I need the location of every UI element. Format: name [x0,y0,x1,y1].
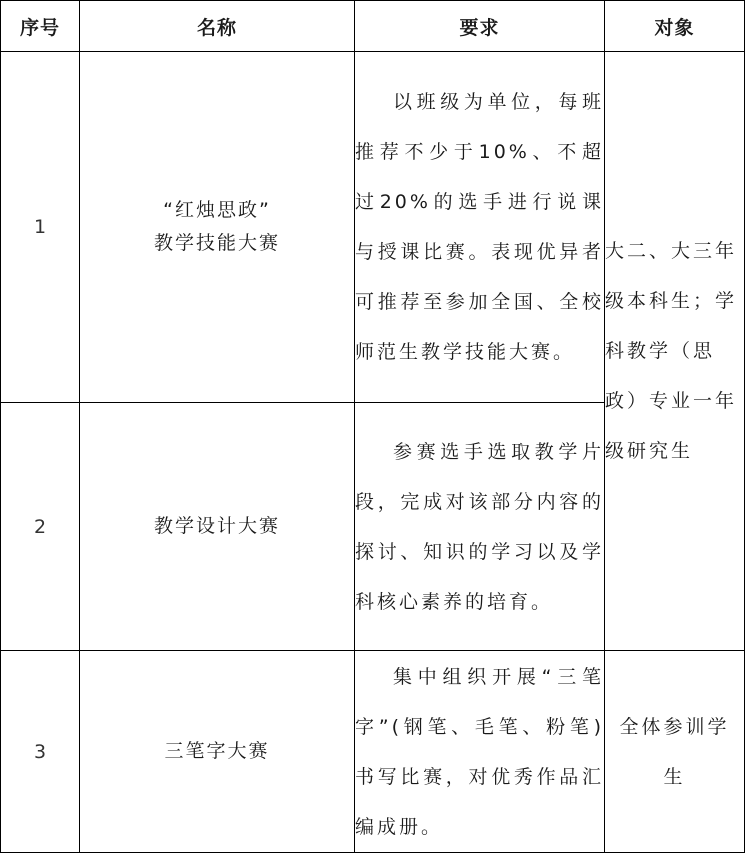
competition-name [80,52,355,403]
competition-name: 三笔字大赛 [80,651,355,853]
competition-name: 教学设计大赛 [80,403,355,651]
requirement-text: 以班级为单位，每班推荐不少于10%、不超过20%的选手进行说课与授课比赛。表现优异者可推荐至参加全国、全校师范生教学技能大赛。 [355,91,604,363]
competition-name-line: “红烛思政” [163,199,271,221]
header-requirement: 要求 [355,1,605,52]
competition-target: 大二、大三年级本科生；学科教学（思政）专业一年级研究生 [605,52,745,651]
requirement-text: 参赛选手选取教学片段，完成对该部分内容的探讨、知识的学习以及学科核心素养的培育。 [355,440,604,613]
row-number: 2 [1,403,80,651]
requirement-text: 集中组织开展“三笔字”(钢笔、毛笔、粉笔)书写比赛，对优秀作品汇编成册。 [355,665,604,838]
header-target: 对象 [605,1,745,52]
table-row [1,651,745,853]
row-number: 3 [1,651,80,853]
competition-requirement [355,52,605,403]
table-header-row [1,1,745,52]
header-serial-number: 序号 [1,1,80,52]
table-row [1,52,745,403]
competition-target: 全体参训学生 [605,651,745,853]
competition-requirement [355,403,605,651]
competition-name-line: 教学技能大赛 [153,232,280,254]
header-name: 名称 [80,1,355,52]
competition-requirement [355,651,605,853]
row-number: 1 [1,52,80,403]
